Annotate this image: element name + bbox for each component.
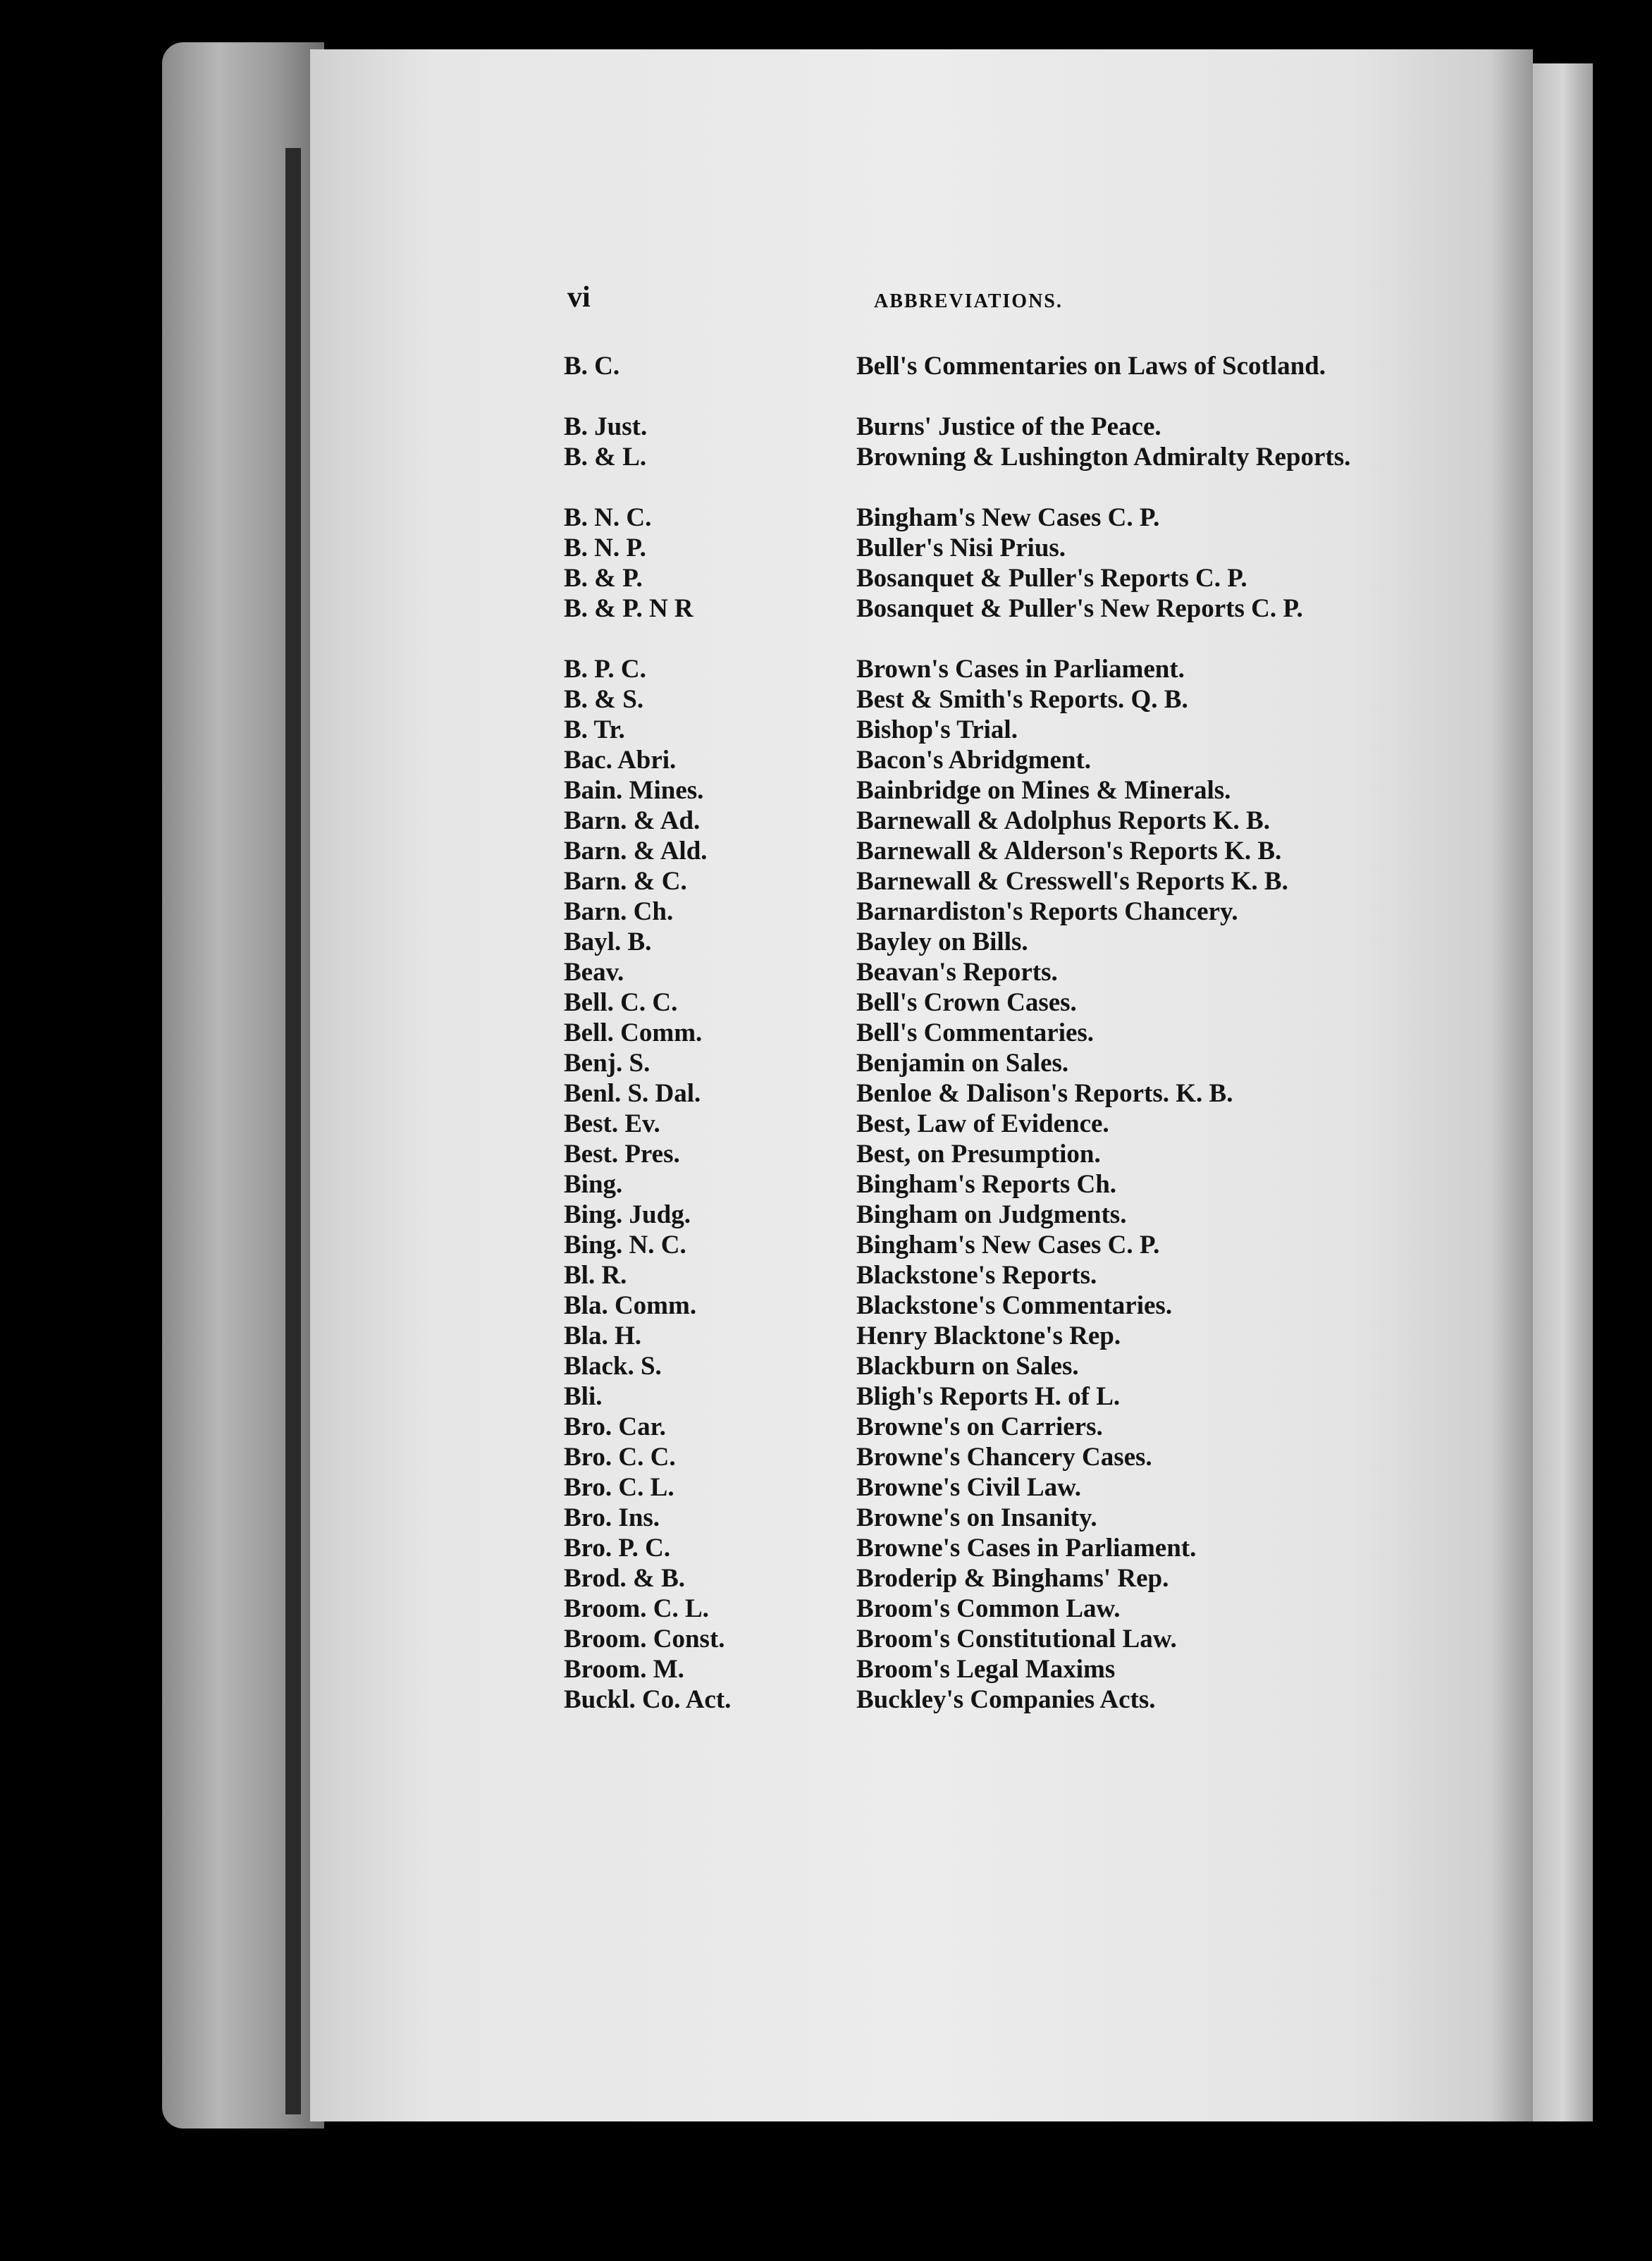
abbreviation: B. & P. N R (564, 594, 694, 623)
abbreviation: Barn. Ch. (564, 897, 674, 926)
meaning: Barnewall & Adolphus Reports K. B. (856, 806, 1270, 835)
meaning: Broom's Legal Maxims (856, 1655, 1116, 1684)
abbreviation: B. C. (564, 352, 620, 381)
abbreviation: Bing. Judg. (564, 1200, 691, 1229)
abbreviation: Best. Ev. (564, 1109, 660, 1138)
meaning: Bosanquet & Puller's Reports C. P. (856, 564, 1247, 593)
list-item (0, 1412, 1652, 1442)
list-item (0, 412, 1652, 442)
meaning: Browne's Chancery Cases. (856, 1443, 1152, 1472)
abbreviation: Beav. (564, 958, 624, 987)
list-item (0, 1684, 1652, 1715)
meaning: Blackstone's Commentaries. (856, 1291, 1173, 1320)
abbreviation: Bing. (564, 1170, 623, 1199)
list-item (0, 1048, 1652, 1078)
meaning: Best & Smith's Reports. Q. B. (856, 685, 1188, 714)
meaning: Bayley on Bills. (856, 928, 1028, 956)
page-number: vi (567, 281, 591, 314)
meaning: Barnewall & Alderson's Reports K. B. (856, 837, 1282, 865)
list-item (0, 1563, 1652, 1594)
abbreviation: Bayl. B. (564, 928, 652, 956)
meaning: Broom's Constitutional Law. (856, 1625, 1177, 1653)
abbreviation: Bain. Mines. (564, 776, 704, 805)
abbreviation: Bro. P. C. (564, 1534, 671, 1563)
abbreviation: Broom. M. (564, 1655, 684, 1684)
list-item (0, 533, 1652, 563)
list-item (0, 593, 1652, 654)
list-item (0, 1624, 1652, 1654)
list-item (0, 957, 1652, 987)
list-item (0, 1169, 1652, 1200)
abbreviation: Bell. Comm. (564, 1018, 703, 1047)
meaning: Blackburn on Sales. (856, 1352, 1079, 1381)
abbreviation: Best. Pres. (564, 1140, 680, 1169)
abbreviation: Bell. C. C. (564, 988, 678, 1017)
meaning: Bell's Commentaries on Laws of Scotland. (856, 352, 1326, 381)
abbreviation: Benl. S. Dal. (564, 1079, 701, 1108)
meaning: Buckley's Companies Acts. (856, 1685, 1156, 1714)
meaning: Bell's Crown Cases. (856, 988, 1077, 1017)
meaning: Bingham on Judgments. (856, 1200, 1127, 1229)
abbreviation: Bli. (564, 1382, 603, 1411)
meaning: Bacon's Abridgment. (856, 746, 1092, 775)
abbreviation: Bl. R. (564, 1261, 627, 1290)
abbreviation: B. & P. (564, 564, 643, 593)
abbreviation: B. & L. (564, 443, 647, 472)
meaning: Browne's Civil Law. (856, 1473, 1081, 1502)
list-item (0, 1503, 1652, 1533)
abbreviation: Bac. Abri. (564, 746, 677, 775)
meaning: Henry Blacktone's Rep. (856, 1322, 1121, 1350)
section-title: ABBREVIATIONS. (874, 290, 1063, 312)
list-item (0, 1533, 1652, 1563)
list-item (0, 836, 1652, 866)
list-item (0, 1290, 1652, 1321)
list-item (0, 866, 1652, 897)
abbreviation: Black. S. (564, 1352, 662, 1381)
meaning: Bell's Commentaries. (856, 1018, 1095, 1047)
meaning: Brown's Cases in Parliament. (856, 655, 1185, 684)
list-item (0, 1200, 1652, 1230)
list-item (0, 351, 1652, 412)
abbreviation: Bla. H. (564, 1322, 641, 1350)
abbreviation: Bro. C. L. (564, 1473, 674, 1502)
list-item (0, 897, 1652, 927)
list-item (0, 654, 1652, 684)
list-item (0, 1139, 1652, 1169)
meaning: Bosanquet & Puller's New Reports C. P. (856, 594, 1303, 623)
abbreviation: B. N. C. (564, 503, 652, 532)
abbreviation: B. N. P. (564, 534, 646, 562)
list-item (0, 1321, 1652, 1351)
meaning: Broderip & Binghams' Rep. (856, 1564, 1169, 1593)
meaning: Benloe & Dalison's Reports. K. B. (856, 1079, 1233, 1108)
meaning: Best, Law of Evidence. (856, 1109, 1109, 1138)
abbreviation: Barn. & Ad. (564, 806, 701, 835)
abbreviation-list (0, 351, 1652, 1715)
abbreviation: Buckl. Co. Act. (564, 1685, 732, 1714)
list-item (0, 1351, 1652, 1381)
abbreviation: B. & S. (564, 685, 644, 714)
abbreviation: Broom. Const. (564, 1625, 725, 1653)
abbreviation: Barn. & C. (564, 867, 687, 896)
abbreviation: B. Tr. (564, 715, 625, 744)
meaning: Buller's Nisi Prius. (856, 534, 1066, 562)
abbreviation: Benj. S. (564, 1049, 651, 1078)
meaning: Browne's Cases in Parliament. (856, 1534, 1197, 1563)
list-item (0, 1078, 1652, 1109)
list-item (0, 715, 1652, 745)
meaning: Blackstone's Reports. (856, 1261, 1097, 1290)
running-head (0, 281, 1652, 323)
abbreviation: Barn. & Ald. (564, 837, 708, 865)
abbreviation: B. Just. (564, 412, 648, 441)
abbreviation: Broom. C. L. (564, 1594, 709, 1623)
list-item (0, 1109, 1652, 1139)
list-item (0, 745, 1652, 775)
meaning: Bingham's Reports Ch. (856, 1170, 1117, 1199)
meaning: Barnewall & Cresswell's Reports K. B. (856, 867, 1288, 896)
meaning: Best, on Presumption. (856, 1140, 1101, 1169)
list-item (0, 684, 1652, 715)
list-item (0, 1260, 1652, 1290)
list-item (0, 503, 1652, 533)
meaning: Benjamin on Sales. (856, 1049, 1069, 1078)
abbreviation: Bla. Comm. (564, 1291, 697, 1320)
list-item (0, 927, 1652, 957)
list-item (0, 806, 1652, 836)
meaning: Browne's on Insanity. (856, 1503, 1097, 1532)
list-item (0, 1230, 1652, 1260)
list-item (0, 1654, 1652, 1684)
abbreviation: Brod. & B. (564, 1564, 686, 1593)
abbreviation: Bro. Ins. (564, 1503, 660, 1532)
list-item (0, 1018, 1652, 1048)
list-item (0, 1381, 1652, 1412)
meaning: Broom's Common Law. (856, 1594, 1121, 1623)
list-item (0, 1442, 1652, 1472)
list-item (0, 1472, 1652, 1503)
meaning: Bingham's New Cases C. P. (856, 1231, 1160, 1259)
meaning: Browne's on Carriers. (856, 1412, 1103, 1441)
meaning: Barnardiston's Reports Chancery. (856, 897, 1238, 926)
list-item (0, 563, 1652, 593)
abbreviation: Bing. N. C. (564, 1231, 686, 1259)
list-item (0, 987, 1652, 1018)
meaning: Bishop's Trial. (856, 715, 1018, 744)
list-item (0, 442, 1652, 503)
abbreviation: Bro. Car. (564, 1412, 666, 1441)
abbreviation: Bro. C. C. (564, 1443, 676, 1472)
meaning: Bingham's New Cases C. P. (856, 503, 1160, 532)
meaning: Beavan's Reports. (856, 958, 1058, 987)
meaning: Bainbridge on Mines & Minerals. (856, 776, 1231, 805)
meaning: Bligh's Reports H. of L. (856, 1382, 1121, 1411)
meaning: Browning & Lushington Admiralty Reports. (856, 443, 1351, 472)
list-item (0, 1594, 1652, 1624)
list-item (0, 775, 1652, 806)
abbreviation: B. P. C. (564, 655, 646, 684)
meaning: Burns' Justice of the Peace. (856, 412, 1161, 441)
